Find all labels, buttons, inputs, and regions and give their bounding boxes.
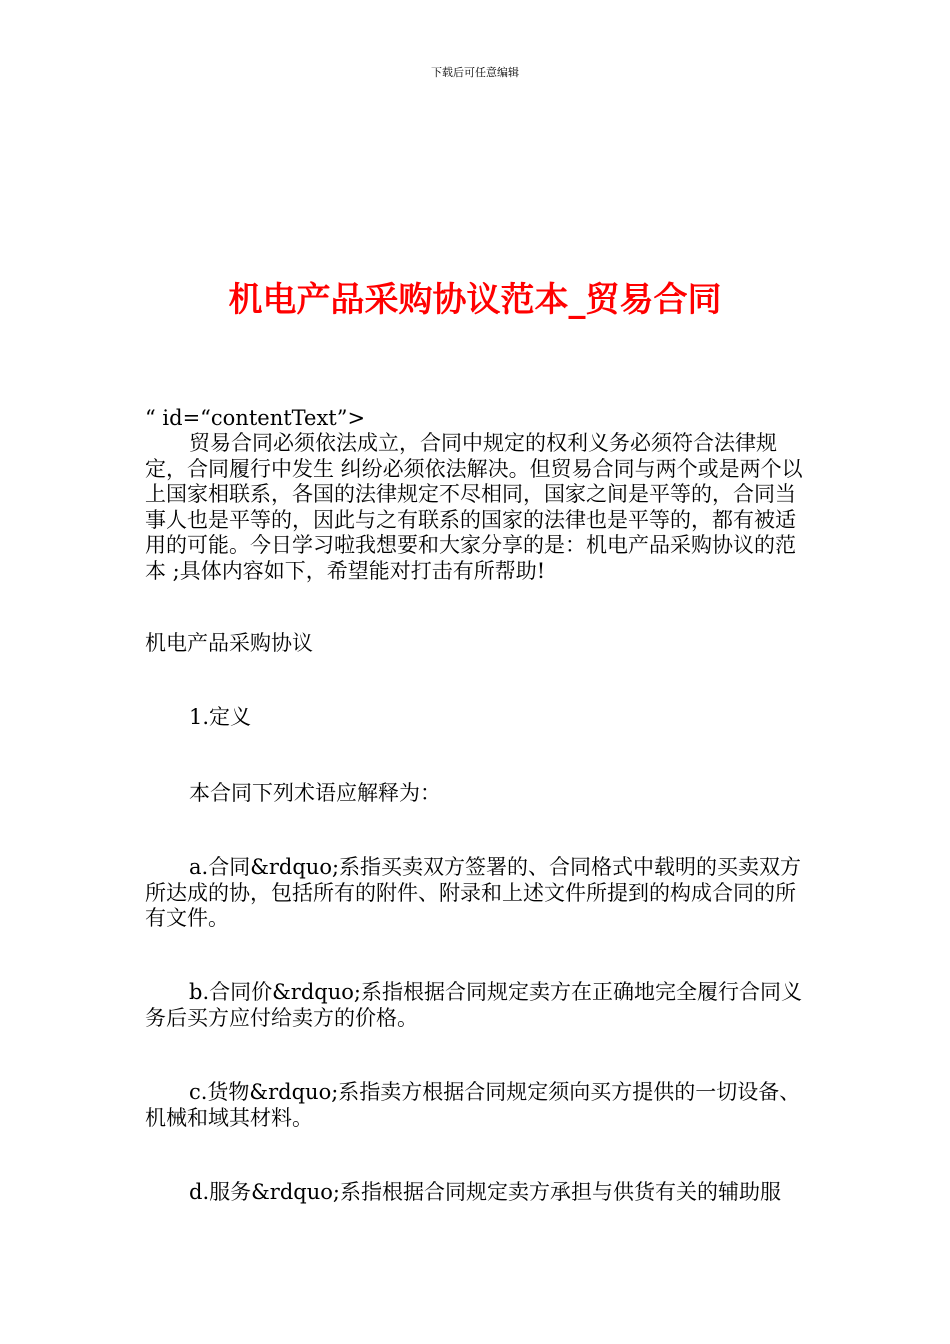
intro-paragraph: 贸易合同必须依法成立，合同中规定的权利义务必须符合法律规定，合同履行中发生 纠纷必须依法解决。但贸易合同与两个或是两个以上国家相联系，各国的法律规定不尽相同，国家之间是平等的，合同当事人也是平等的，因此与之有联系的国家的法律也是平等的，都有被适用的可能。今日学习啦我想要和大家分享的是：机电产品采购协议的范本 ;具体内容如下，希望能对打击有所帮助! [145,431,803,583]
document-title: 机电产品采购协议范本_贸易合同 [228,280,722,320]
definition-a: a.合同&rdquo;系指买卖双方签署的、合同格式中载明的买卖双方所达成的协，包括所有的附件、附录和上述文件所提到的构成合同的所有文件。 [145,855,802,930]
agreement-heading: 机电产品采购协议 [145,631,313,655]
content-attr-line: “ id=“contentText”> [145,406,366,430]
definition-c: c.货物&rdquo;系指卖方根据合同规定须向买方提供的一切设备、机械和域其材料。 [145,1080,801,1130]
definitions-intro: 本合同下列术语应解释为： [189,781,441,805]
definition-b: b.合同价&rdquo;系指根据合同规定卖方在正确地完全履行合同义务后买方应付给卖方的价格。 [145,980,802,1030]
definition-d: d.服务&rdquo;系指根据合同规定卖方承担与供货有关的辅助服 [189,1180,781,1204]
header-note: 下载后可任意编辑 [431,66,519,79]
section-1-heading: 1.定义 [189,705,252,729]
